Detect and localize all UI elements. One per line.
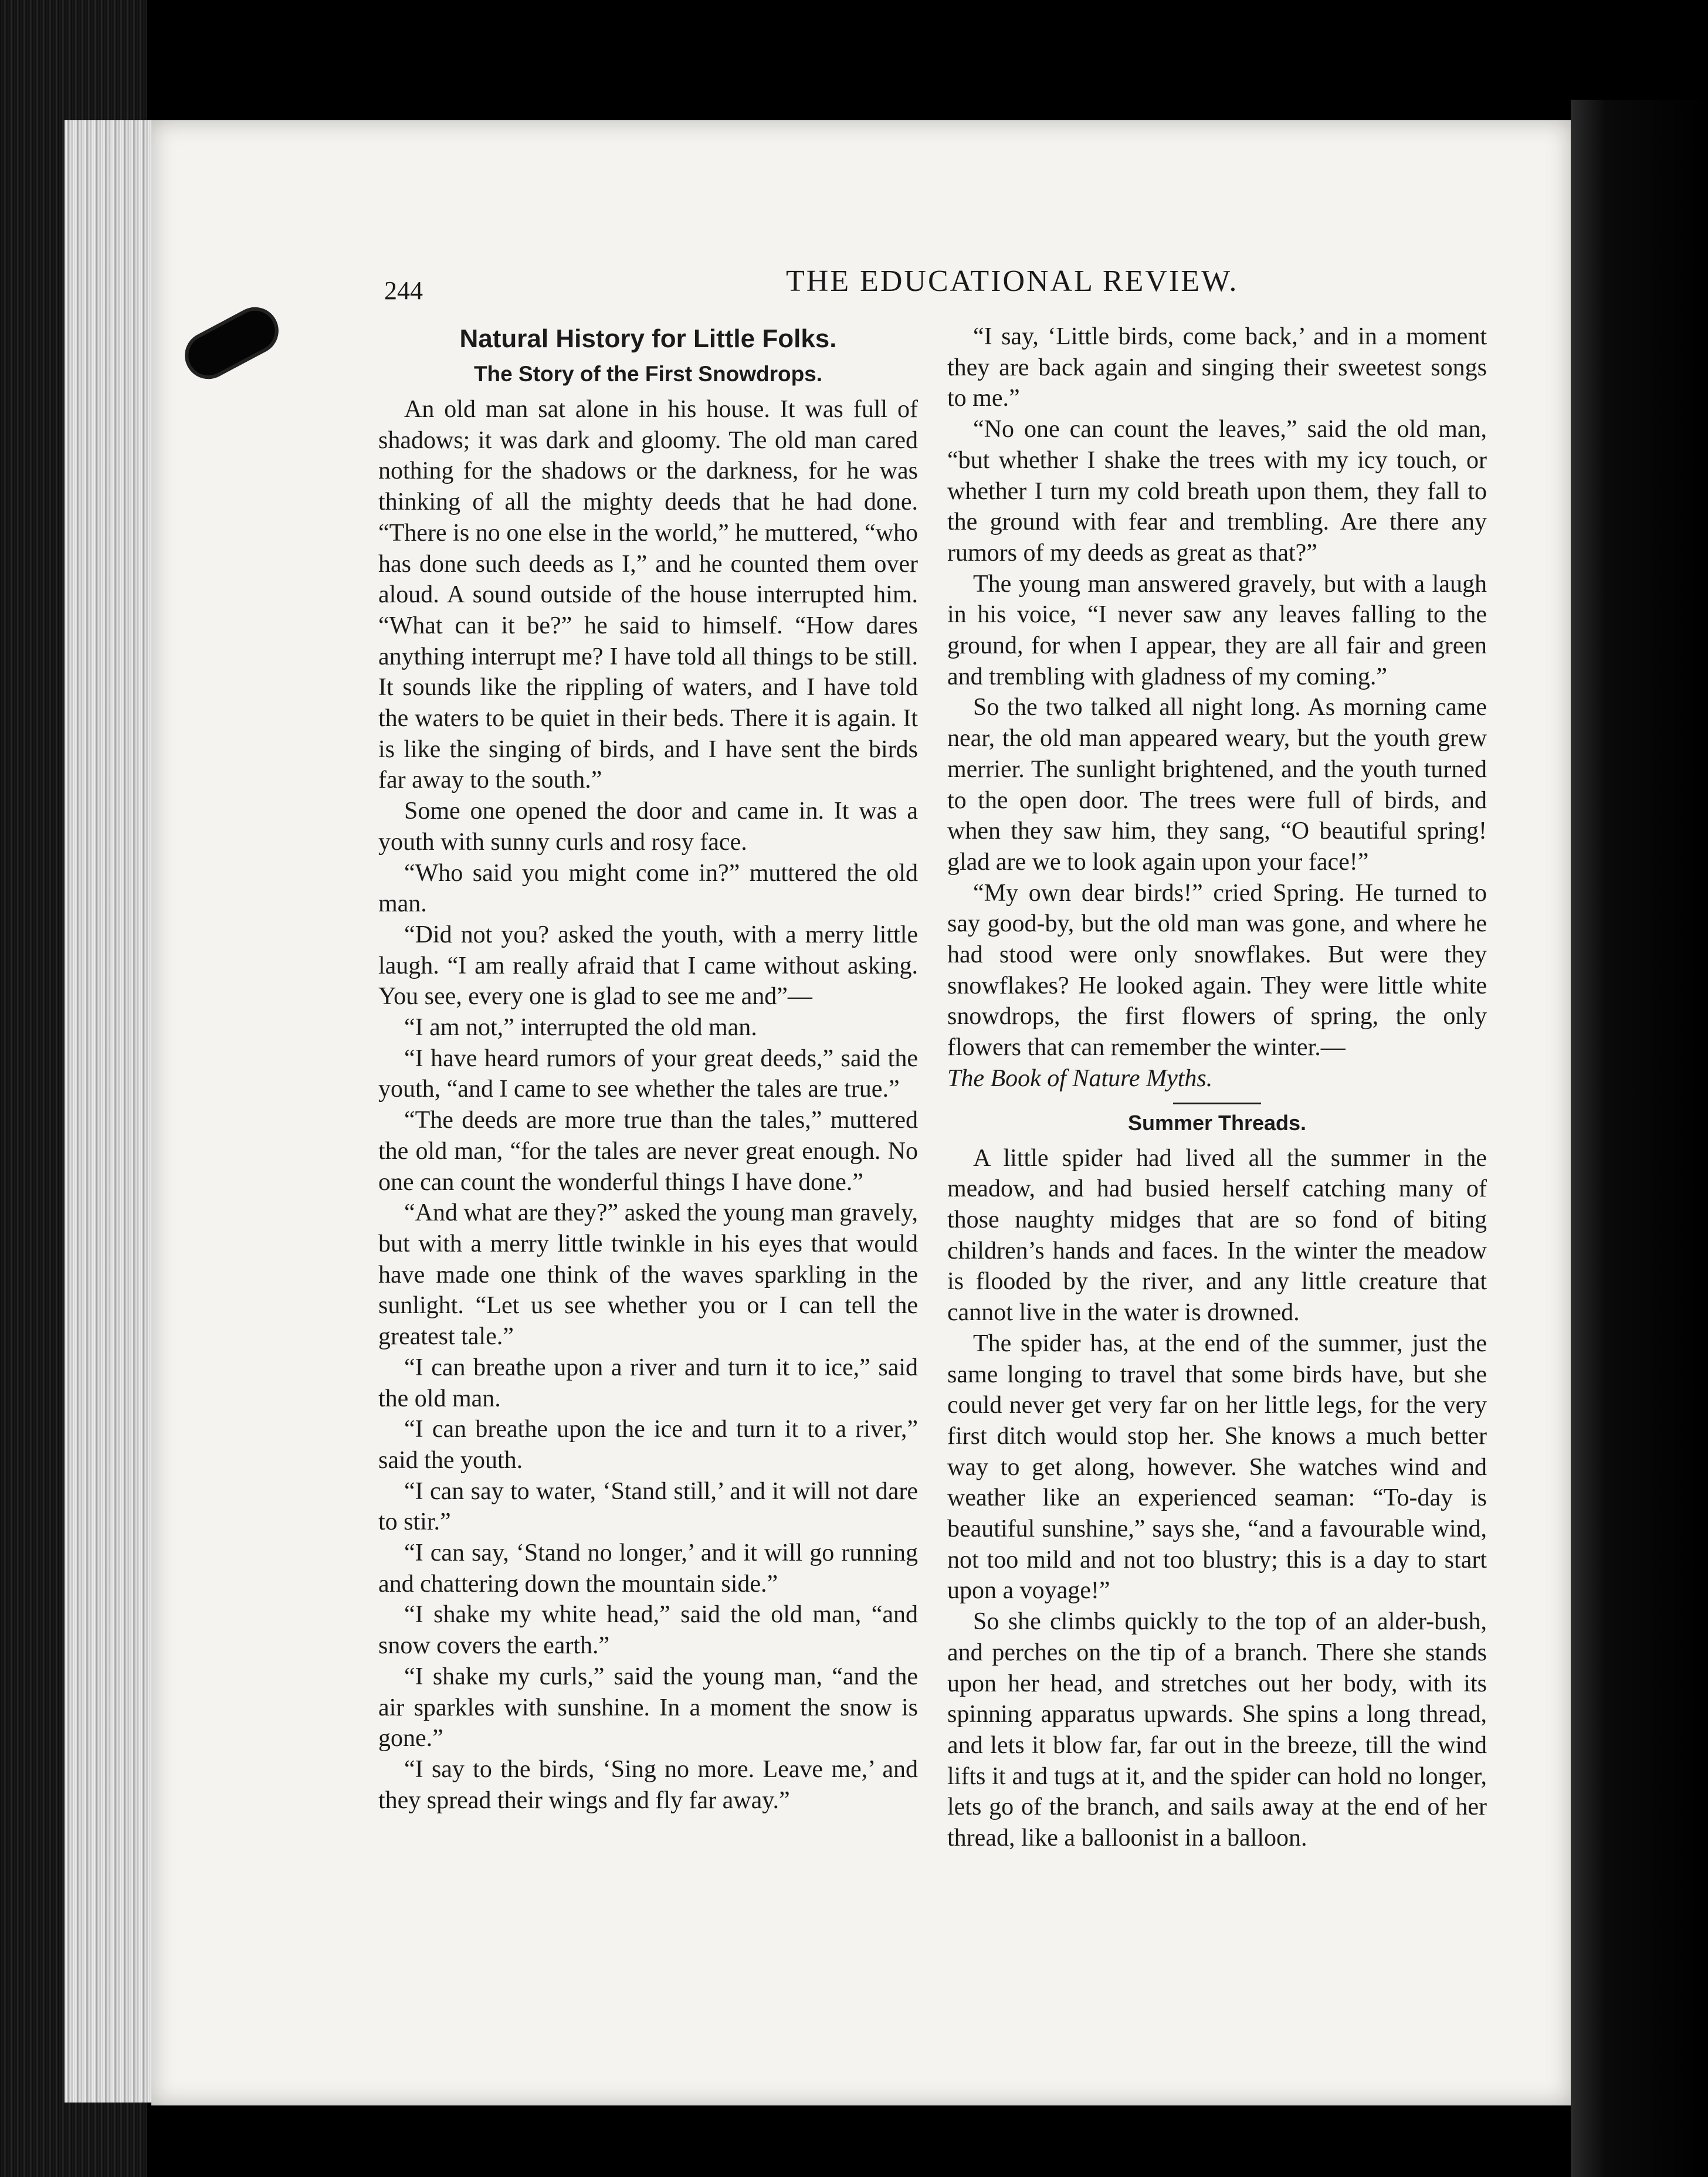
paragraph: “I can say, ‘Stand no longer,’ and it will go running and chattering down the mountain side.” [378, 1540, 918, 1598]
paragraph: A little spider had lived all the summer in the meadow, and had busied herself catching many of those naughty midges that are so fond of biting children’s hands and faces. In the winter the meadow is flooded by the river, and any little creature that cannot live in the water is drowned. [947, 1144, 1487, 1327]
paragraph: “The deeds are more true than the tales,” muttered the old man, “for the tales are never great enough. No one can count the wonderful things I have done.” [378, 1107, 918, 1196]
paragraph: An old man sat alone in his house. It was full of shadows; it was dark and gloomy. The old man cared nothing for the shadows or the darkness, for he was thinking of all the mighty deeds that he had done. “There is no one else in the world,” he muttered, “who has done such deeds as I,” and he counted them over aloud. A sound outside of the house interrupted him. “What can it be?” he said to himself. “How dares anything interrupt me? I have told all things to be still. It sounds like the rippling of waters, and I have told the waters to be quiet in their beds. There it is again. It is like the singing of birds, and I have sent the birds far away to the south.” [378, 396, 918, 794]
running-head: THE EDUCATIONAL REVIEW. [786, 265, 1239, 298]
paragraph: “I say, ‘Little birds, come back,’ and in a moment they are back again and singing their sweetest songs to me.” [947, 323, 1487, 412]
paragraph: “I am not,” interrupted the old man. [404, 1014, 757, 1042]
paragraph: “Who said you might come in?” muttered the old man. [378, 859, 918, 918]
section-divider [1173, 1103, 1261, 1104]
paragraph: “No one can count the leaves,” said the old man, “but whether I shake the trees with my icy touch, or whether I turn my cold breath upon them, they fall to the ground with fear and trembling. Are there any rumors of my deeds as great as that?” [947, 416, 1487, 567]
scan-background-right [1571, 100, 1708, 2177]
paragraph: “Did not you? asked the youth, with a merry little laugh. “I am really afraid that I came without asking. You see, every one is glad to see me and”— [378, 921, 918, 1010]
article-title: Natural History for Little Folks. [459, 324, 837, 353]
page-number: 244 [384, 276, 423, 305]
paragraph: “My own dear birds!” cried Spring. He turned to say good-by, but the old man was gone, and where he had stood were only snowflakes. But were they snowflakes? He looked again. They were little white snowdrops, the first flowers of spring, the only flowers that can remember the winter.— [947, 879, 1487, 1062]
article-subtitle: The Story of the First Snowdrops. [473, 362, 823, 386]
paragraph: “I can say to water, ‘Stand still,’ and it will not dare to stir.” [378, 1477, 918, 1536]
paragraph: “I can breathe upon a river and turn it to ice,” said the old man. [378, 1354, 918, 1412]
paragraph: “I say to the birds, ‘Sing no more. Leave me,’ and they spread their wings and fly far away.” [378, 1755, 918, 1814]
paragraph: The spider has, at the end of the summer, just the same longing to travel that some birds have, but she could never get very far on her little legs, for the very first ditch would stop her. She knows a much better way to get along, however. She watches wind and weather like an experienced seaman: “To-day is beautiful sunshine,” says she, “and a favourable wind, not too mild and not too blustry; this is a day to start upon a voyage!” [947, 1330, 1487, 1605]
source-attribution [947, 1063, 1487, 1094]
source-title: The Book of Nature Myths. [947, 1064, 1213, 1092]
paragraph: So she climbs quickly to the top of an alder-bush, and perches on the tip of a branch. There she stands upon her head, and stretches out her body, with its spinning apparatus upwards. She spins a long thread, and lets it blow far, far out in the breeze, till the wind lifts it and tugs at it, and the spider can hold no longer, lets go of the branch, and sails away at the end of her thread, like a balloonist in a balloon. [947, 1608, 1487, 1852]
paragraph: Some one opened the door and came in. It was a youth with sunny curls and rosy face. [378, 798, 918, 856]
paragraph: “I shake my white head,” said the old man, “and snow covers the earth.” [378, 1601, 918, 1660]
paragraph: “I can breathe upon the ice and turn it to a river,” said the youth. [378, 1416, 918, 1474]
article-title-2: Summer Threads. [1127, 1110, 1307, 1135]
right-column [947, 321, 1487, 1854]
paragraph: “I shake my curls,” said the young man, “and the air sparkles with sunshine. In a moment the snow is gone.” [378, 1663, 918, 1752]
paragraph: “I have heard rumors of your great deeds,” said the youth, “and I came to see whether the tales are true.” [378, 1045, 918, 1103]
paragraph: “And what are they?” asked the young man gravely, but with a merry little twinkle in his eyes that would have made one think of the waves sparkling in the sunlight. “Let us see whether you or I can tell the greatest tale.” [378, 1199, 918, 1351]
paragraph: So the two talked all night long. As morning came near, the old man appeared weary, but the youth grew merrier. The sunlight brightened, and the youth turned to the open door. The trees were full of birds, and when they saw him, they sang, “O beautiful spring! glad are we to look again upon your face!” [947, 694, 1487, 876]
page-stack-edges [65, 120, 152, 2103]
left-column [378, 321, 918, 1816]
paragraph: The young man answered gravely, but with a laugh in his voice, “I never saw any leaves falling to the ground, for when I appear, they are all fair and green and trembling with gladness of my coming.” [947, 570, 1487, 690]
